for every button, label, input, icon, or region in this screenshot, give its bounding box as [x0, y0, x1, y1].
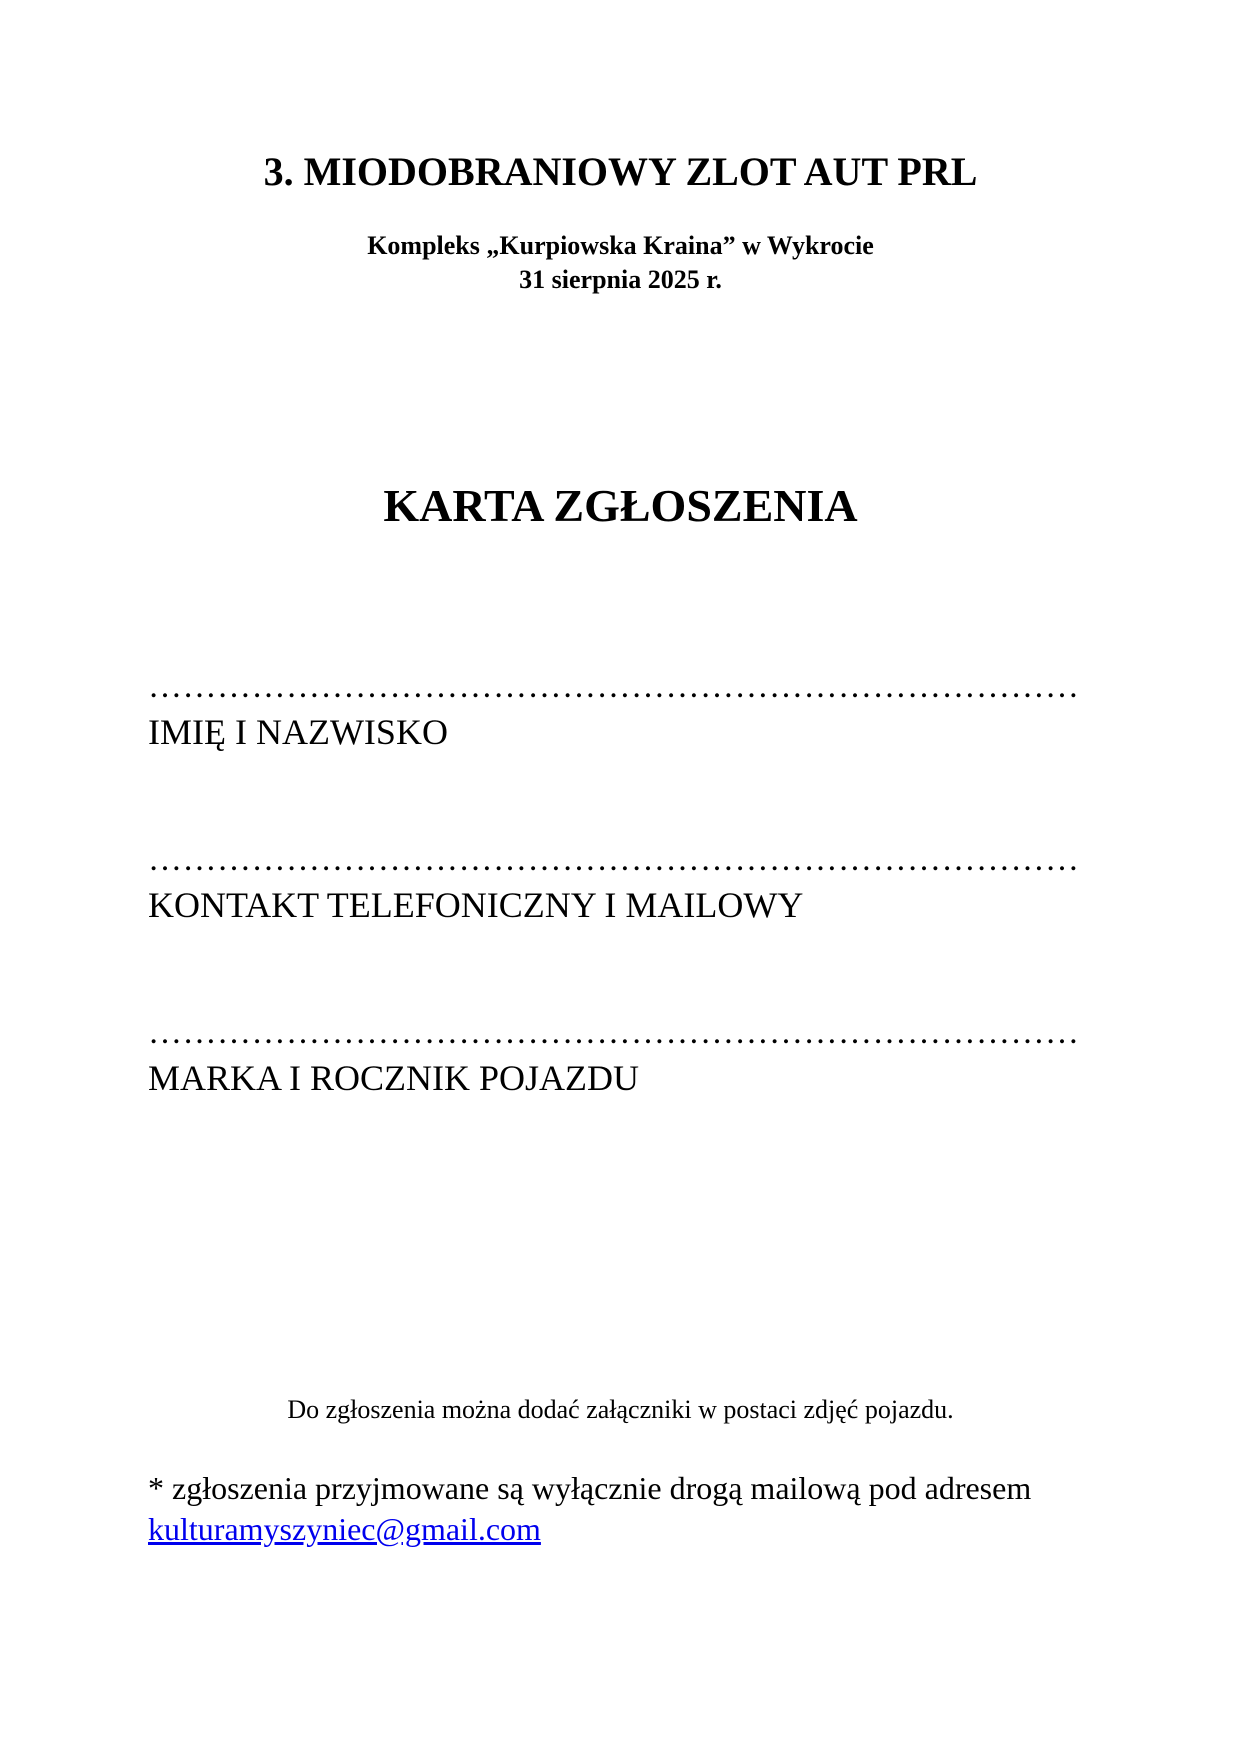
- name-field[interactable]: [148, 670, 1098, 754]
- name-field-dotted-line[interactable]: ………………………………………………………………………: [148, 670, 1080, 704]
- contact-field[interactable]: [148, 843, 1098, 927]
- email-link[interactable]: kulturamyszyniec@gmail.com: [148, 1511, 541, 1547]
- vehicle-field[interactable]: [148, 1016, 1098, 1100]
- contact-field-label: KONTAKT TELEFONICZNY I MAILOWY: [148, 885, 804, 925]
- vehicle-field-label: MARKA I ROCZNIK POJAZDU: [148, 1058, 640, 1098]
- attachments-note: Do zgłoszenia można dodać załączniki w postaci zdjęć pojazdu.: [287, 1395, 954, 1424]
- name-field-label: IMIĘ I NAZWISKO: [148, 712, 448, 752]
- event-venue: Kompleks „Kurpiowska Kraina” w Wykrocie: [367, 231, 874, 260]
- event-date: 31 sierpnia 2025 r.: [519, 265, 722, 294]
- submission-note: * zgłoszenia przyjmowane są wyłącznie drogą mailową pod adresem: [148, 1470, 1032, 1506]
- form-title: KARTA ZGŁOSZENIA: [383, 480, 858, 531]
- vehicle-field-dotted-line[interactable]: ………………………………………………………………………: [148, 1016, 1080, 1050]
- event-title: 3. MIODOBRANIOWY ZLOT AUT PRL: [263, 149, 978, 194]
- contact-field-dotted-line[interactable]: ………………………………………………………………………: [148, 843, 1080, 877]
